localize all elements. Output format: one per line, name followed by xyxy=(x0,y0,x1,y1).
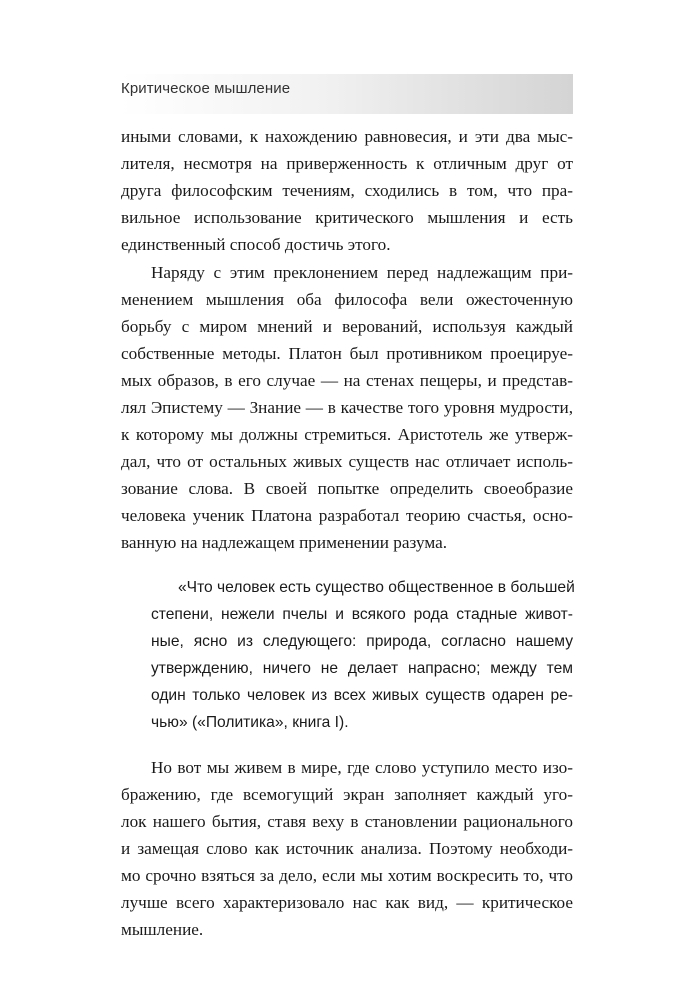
text-line: мых образов, в его случае — на стенах пещеры, и представ- xyxy=(121,371,573,390)
text-line: Но вот мы живем в мире, где слово уступило место изо- xyxy=(151,758,573,777)
text-line: иными словами, к нахождению равновесия, и эти два мыс- xyxy=(121,127,573,146)
text-line: лучше всего характеризовало нас как вид, — критическое xyxy=(121,893,573,912)
text-line: Наряду с этим преклонением перед надлежащим при- xyxy=(151,263,573,282)
text-line: лял Эпистему — Знание — в качестве того уровня мудрости, xyxy=(121,398,573,417)
text-line: лителя, несмотря на приверженность к отличным друг от xyxy=(121,154,573,173)
quote-line: «Что человек есть существо общественное в большей xyxy=(178,579,575,596)
text-line: зование слова. В своей попытке определить своеобразие xyxy=(121,479,573,498)
text-line: ванную на надлежащем применении разума. xyxy=(121,533,447,552)
text-line: мышление. xyxy=(121,920,204,939)
quote-line: один только человек из всех живых существ одарен ре- xyxy=(151,687,573,704)
text-line: друга философским течениям, сходились в том, что пра- xyxy=(121,181,573,200)
text-line: человека ученик Платона разработал теорию счастья, осно- xyxy=(121,506,573,525)
text-line: лок нашего бытия, ставя веху в становлении рационального xyxy=(121,812,573,831)
text-line: менением мышления оба философа вели ожесточенную xyxy=(121,290,573,309)
text-line: и замещая слово как источник анализа. Поэтому необходи- xyxy=(121,839,573,858)
text-line: единственный способ достичь этого. xyxy=(121,235,391,254)
text-line: к которому мы должны стремиться. Аристотель же утверж- xyxy=(121,425,573,444)
quote-line: чью» («Политика», книга I). xyxy=(151,714,349,731)
running-header-title: Критическое мышление xyxy=(121,80,291,97)
text-line: собственные методы. Платон был противником проецируе- xyxy=(121,344,573,363)
quote-line: утверждению, ничего не делает напрасно; между тем xyxy=(151,660,573,677)
running-header xyxy=(121,74,573,114)
text-line: дал, что от остальных живых существ нас отличает исполь- xyxy=(121,452,573,471)
text-line: мо срочно взяться за дело, если мы хотим воскресить то, что xyxy=(121,866,573,885)
quote-line: ные, ясно из следующего: природа, согласно нашему xyxy=(151,633,573,650)
quote-line: степени, нежели пчелы и всякого рода стадные живот- xyxy=(151,606,573,623)
text-line: борьбу с миром мнений и верований, используя каждый xyxy=(121,317,573,336)
text-line: бражению, где всемогущий экран заполняет каждый уго- xyxy=(121,785,573,804)
text-line: вильное использование критического мышления и есть xyxy=(121,208,573,227)
